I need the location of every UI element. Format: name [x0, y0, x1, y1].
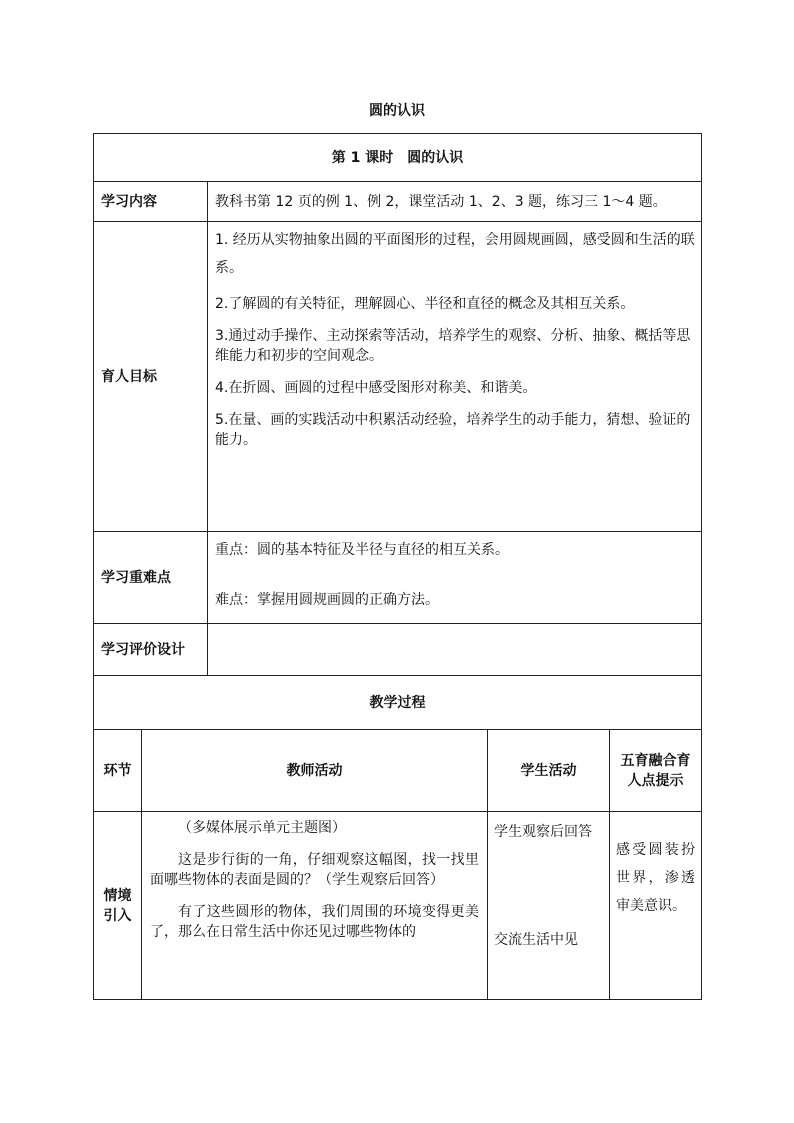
difficulty-point: 难点：掌握用圆规画圆的正确方法。 [215, 592, 439, 608]
goal-item: 3.通过动手操作、主动探索等活动，培养学生的观察、分析、抽象、概括等思维能力和初步的空间观念。 [215, 328, 691, 364]
teacher-paragraph: （多媒体展示单元主题图） [178, 820, 346, 836]
goals-label: 育人目标 [94, 222, 208, 532]
evaluation-value [208, 624, 702, 676]
teacher-header: 教师活动 [142, 730, 488, 812]
student-activity: 交流生活中见 [494, 932, 578, 948]
teacher-paragraph: 有了这些圆形的物体，我们周围的环境变得更美了，那么在日常生活中你还见过哪些物体的 [150, 904, 479, 940]
content-label: 学习内容 [94, 182, 208, 222]
five-edu-cell: 感受圆装扮世界，渗透审美意识。 [610, 812, 702, 1000]
content-value: 教科书第 12 页的例 1、例 2，课堂活动 1、2、3 题，练习三 1～4 题。 [208, 182, 702, 222]
student-activity: 学生观察后回答 [494, 824, 592, 840]
student-header: 学生活动 [488, 730, 610, 812]
key-points-value [208, 532, 702, 624]
stage-header: 环节 [94, 730, 142, 812]
evaluation-label: 学习评价设计 [94, 624, 208, 676]
goal-item: 5.在量、画的实践活动中积累活动经验，培养学生的动手能力，猜想、验证的能力。 [215, 412, 691, 448]
key-point: 重点：圆的基本特征及半径与直径的相互关系。 [215, 542, 509, 558]
goal-item: 4.在折圆、画圆的过程中感受图形对称美、和谐美。 [215, 380, 537, 396]
teacher-paragraph: 这是步行街的一角，仔细观察这幅图，找一找里面哪些物体的表面是圆的？（学生观察后回答） [150, 852, 479, 888]
lesson-plan-table [93, 133, 702, 1000]
process-title: 教学过程 [94, 676, 702, 730]
goals-value [208, 222, 702, 532]
student-cell [488, 812, 610, 1000]
five-edu-header: 五育融合育人点提示 [610, 730, 702, 812]
page-title: 圆的认识 [369, 103, 425, 119]
teacher-cell [142, 812, 488, 1000]
goal-item: 1. 经历从实物抽象出圆的平面图形的过程，会用圆规画圆，感受圆和生活的联系。 [215, 232, 695, 276]
lesson-header: 第 1 课时 圆的认识 [94, 134, 702, 182]
key-points-label: 学习重难点 [94, 532, 208, 624]
goal-item: 2.了解圆的有关特征，理解圆心、半径和直径的概念及其相互关系。 [215, 296, 635, 312]
stage-cell: 情境引入 [94, 812, 142, 1000]
